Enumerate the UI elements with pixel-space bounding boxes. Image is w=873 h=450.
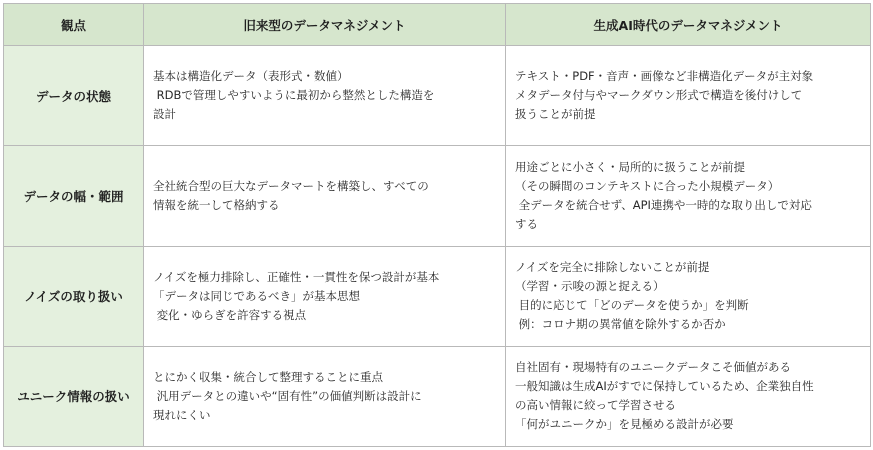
cell-line: 一般知識は生成AIがすでに保持しているため、企業独自性 [515,379,814,394]
row-aspect-noise: ノイズの取り扱い [4,246,144,346]
row-aspect-unique-info: ユニーク情報の扱い [4,346,144,446]
cell-line: ノイズを極力排除し、正確性・一貫性を保つ設計が基本 [153,269,440,284]
cell-genai [506,346,871,446]
cell-line: テキスト・PDF・音声・画像など非構造化データが主対象 [515,69,814,84]
cell-line: 設計 [153,107,176,122]
cell-genai [506,246,871,346]
header-row [4,4,871,46]
cell-legacy [144,146,506,246]
cell-line: ノイズを完全に排除しないことが前提 [515,260,710,275]
header-aspect: 観点 [4,4,144,46]
cell-line: 現れにくい [153,407,211,422]
cell-line: 変化・ゆらぎを許容する視点 [153,307,307,322]
cell-line: 汎用データとの違いや“固有性”の価値判断は設計に [153,388,422,403]
table-row [4,346,871,446]
cell-line: 「データは同じであるべき」が基本思想 [153,288,360,303]
cell-line: 全社統合型の巨大なデータマートを構築し、すべての [153,178,429,193]
cell-line: 用途ごとに小さく・局所的に扱うことが前提 [515,159,745,174]
cell-line: （学習・示唆の源と捉える） [515,279,665,294]
cell-line: する [515,216,538,231]
cell-legacy [144,46,506,146]
table-row [4,46,871,146]
header-genai: 生成AI時代のデータマネジメント [506,4,871,46]
cell-line: メタデータ付与やマークダウン形式で構造を後付けして [515,88,803,103]
row-aspect-data-state: データの状態 [4,46,144,146]
cell-line: の高い情報に絞って学習させる [515,398,676,413]
cell-line: 例：コロナ期の異常値を除外するか否か [515,317,726,332]
cell-line: 全データを統合せず、API連携や一時的な取り出しで対応 [515,197,812,212]
table-row [4,246,871,346]
cell-line: とにかく収集・統合して整理することに重点 [153,369,383,384]
header-legacy: 旧来型のデータマネジメント [144,4,506,46]
cell-line: 目的に応じて「どのデータを使うか」を判断 [515,298,749,313]
cell-line: 自社固有・現場特有のユニークデータこそ価値がある [515,360,791,375]
row-aspect-data-scope: データの幅・範囲 [4,146,144,246]
cell-line: （その瞬間のコンテキストに合った小規模データ） [515,178,780,193]
comparison-table [3,3,871,447]
cell-line: 基本は構造化データ（表形式・数値） [153,69,349,84]
cell-line: 扱うことが前提 [515,107,596,122]
cell-legacy [144,246,506,346]
table-row [4,146,871,246]
cell-line: RDBで管理しやすいように最初から整然とした構造を [153,88,435,103]
cell-genai [506,46,871,146]
cell-genai [506,146,871,246]
cell-line: 「何がユニークか」を見極める設計が必要 [515,417,734,432]
cell-line: 情報を統一して格納する [153,197,280,212]
cell-legacy [144,346,506,446]
